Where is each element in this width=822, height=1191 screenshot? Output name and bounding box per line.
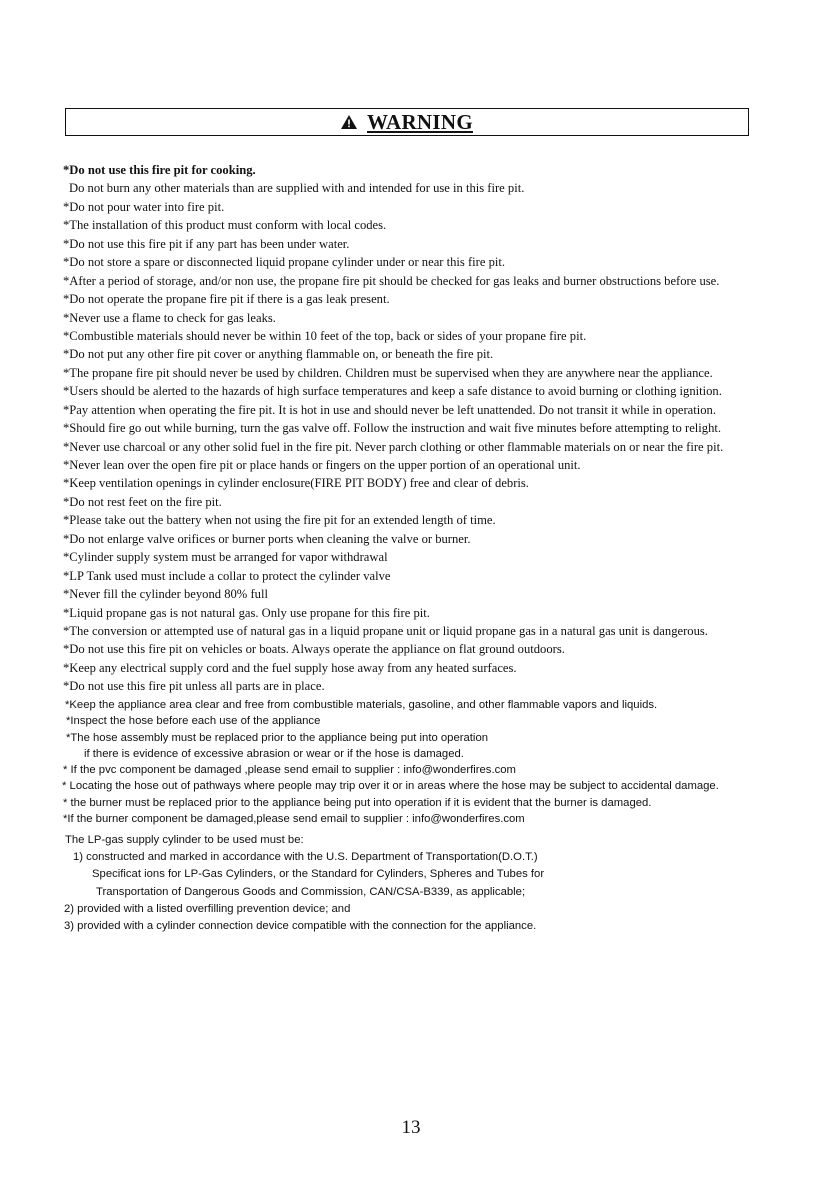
warning-item: *Do not pour water into fire pit. bbox=[63, 199, 225, 214]
warning-item: *Do not operate the propane fire pit if there is a gas leak present. bbox=[63, 292, 390, 307]
warning-item: *Do not use this fire pit for cooking. bbox=[63, 163, 256, 177]
warning-item: *Keep any electrical supply cord and the fuel supply hose away from any heated surfaces. bbox=[63, 660, 517, 675]
warning-item: *Should fire go out while burning, turn the gas valve off. Follow the instruction and wait five minutes before attempting to relight. bbox=[63, 421, 722, 436]
lp-item-continuation: Specificat ions for LP-Gas Cylinders, or the Standard for Cylinders, Spheres and Tubes for bbox=[92, 868, 545, 881]
warning-item: *After a period of storage, and/or non use, the propane fire pit should be checked for gas leaks and burner obstructions before use. bbox=[63, 273, 720, 288]
warning-item: *Do not use this fire pit unless all parts are in place. bbox=[63, 679, 325, 694]
warning-item: *Do not store a spare or disconnected liquid propane cylinder under or near this fire pit. bbox=[63, 255, 506, 270]
warning-item: *Do not enlarge valve orifices or burner ports when cleaning the valve or burner. bbox=[63, 531, 471, 546]
warning-item: *If the burner component be damaged,please send email to supplier : info@wonderfires.com bbox=[63, 813, 525, 826]
warning-item: *Inspect the hose before each use of the appliance bbox=[66, 715, 321, 728]
warning-item: *Liquid propane gas is not natural gas. Only use propane for this fire pit. bbox=[63, 605, 430, 620]
warning-item: *Never use a flame to check for gas leaks. bbox=[63, 310, 276, 325]
warning-item: *Keep ventilation openings in cylinder enclosure(FIRE PIT BODY) free and clear of debris. bbox=[63, 476, 529, 491]
warning-item: *Do not put any other fire pit cover or anything flammable on, or beneath the fire pit. bbox=[63, 347, 494, 362]
warning-item: *Do not rest feet on the fire pit. bbox=[63, 494, 222, 509]
warning-header bbox=[65, 108, 749, 136]
warning-item: *The conversion or attempted use of natural gas in a liquid propane unit or liquid propane gas in a natural gas unit is dangerous. bbox=[63, 623, 708, 638]
warning-item: * Locating the hose out of pathways where people may trip over it or in areas where the hose may be subject to accidental damage. bbox=[62, 780, 719, 793]
warning-triangle-icon bbox=[341, 115, 357, 129]
warning-item: *Please take out the battery when not using the fire pit for an extended length of time. bbox=[63, 513, 496, 528]
warnings-list bbox=[63, 161, 763, 696]
lp-item: 1) constructed and marked in accordance with the U.S. Department of Transportation(D.O.T.) bbox=[73, 851, 538, 864]
warning-item: * the burner must be replaced prior to the appliance being put into operation if it is evident that the burner is damaged. bbox=[63, 796, 652, 809]
warning-item: *The propane fire pit should never be used by children. Children must be supervised when they are anywhere near the appliance. bbox=[63, 365, 713, 380]
warning-item: *LP Tank used must include a collar to protect the cylinder valve bbox=[63, 568, 391, 583]
warning-item: * If the pvc component be damaged ,please send email to supplier : info@wonderfires.com bbox=[63, 764, 516, 777]
warning-item: if there is evidence of excessive abrasion or wear or if the hose is damaged. bbox=[84, 747, 464, 760]
lp-item: 2) provided with a listed overfilling prevention device; and bbox=[64, 902, 351, 915]
warning-title: WARNING bbox=[367, 109, 473, 134]
warning-title-group bbox=[341, 110, 473, 135]
warning-item: *Users should be alerted to the hazards of high surface temperatures and keep a safe distance to avoid burning or clothing ignition. bbox=[63, 384, 722, 399]
warning-item: *The hose assembly must be replaced prior to the appliance being put into operation bbox=[66, 731, 489, 744]
warning-item: *Do not use this fire pit if any part has been under water. bbox=[63, 236, 350, 251]
warning-item: *Pay attention when operating the fire pit. It is hot in use and should never be left unattended. Do not transit it while in operation. bbox=[63, 402, 716, 417]
warning-item: Do not burn any other materials than are supplied with and intended for use in this fire pit. bbox=[69, 181, 525, 196]
page-number: 13 bbox=[401, 1117, 421, 1138]
warning-item: *Combustible materials should never be within 10 feet of the top, back or sides of your propane fire pit. bbox=[63, 328, 587, 343]
warning-item: *Never lean over the open fire pit or place hands or fingers on the upper portion of an operational unit. bbox=[63, 458, 581, 472]
warning-item: *The installation of this product must conform with local codes. bbox=[63, 218, 387, 233]
warning-item: *Cylinder supply system must be arranged for vapor withdrawal bbox=[63, 550, 388, 565]
lp-item: 3) provided with a cylinder connection device compatible with the connection for the appliance. bbox=[64, 919, 537, 932]
warning-item: *Do not use this fire pit on vehicles or boats. Always operate the appliance on flat ground outdoors. bbox=[63, 642, 565, 657]
lp-cylinder-requirements bbox=[64, 832, 764, 935]
lp-intro: The LP-gas supply cylinder to be used must be: bbox=[65, 834, 304, 846]
warning-item: *Never use charcoal or any other solid fuel in the fire pit. Never parch clothing or other flammable materials on or near the fire pit. bbox=[63, 439, 724, 454]
warning-item: *Never fill the cylinder beyond 80% full bbox=[63, 587, 268, 602]
hose-warnings-list bbox=[62, 697, 772, 827]
warning-item: *Keep the appliance area clear and free from combustible materials, gasoline, and other flammable vapors and liquids. bbox=[65, 699, 658, 711]
lp-item-continuation: Transportation of Dangerous Goods and Commission, CAN/CSA-B339, as applicable; bbox=[96, 885, 526, 898]
